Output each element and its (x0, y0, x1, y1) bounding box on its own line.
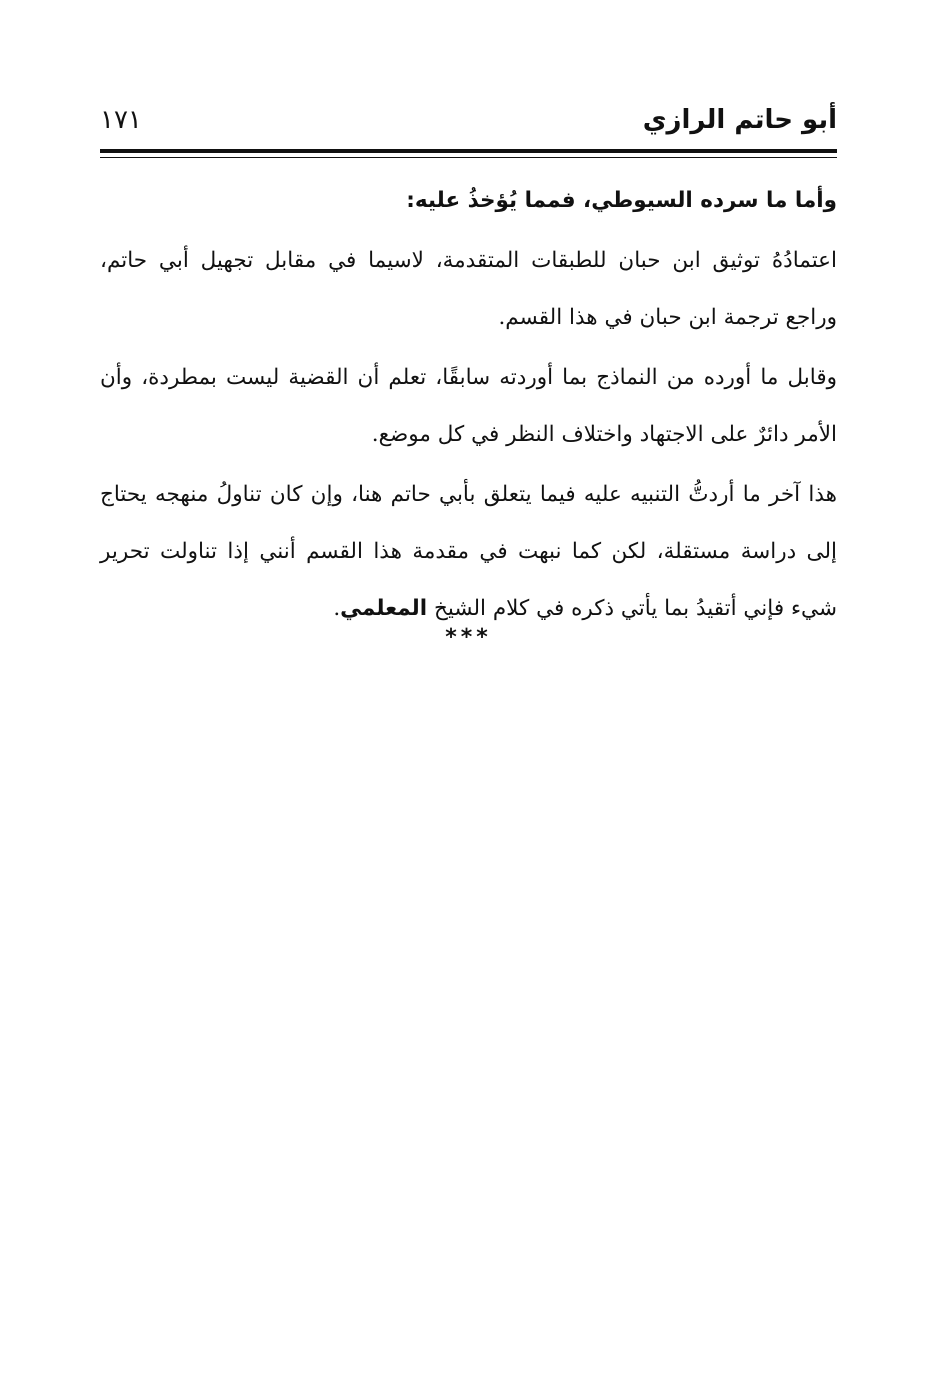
paragraph-2: وقابل ما أورده من النماذج بما أوردته سابقًا، تعلم أن القضية ليست بمطردة، وأن الأمر دائرٌ على الاجتهاد واختلاف النظر في كل موضع. (100, 365, 837, 447)
paragraph-3-end: . (333, 596, 341, 621)
lead-paragraph: وأما ما سرده السيوطي، فمما يُؤخذُ عليه: (406, 188, 837, 213)
paragraph-3-text: هذا آخر ما أردتُّ التنبيه عليه فيما يتعلق بأبي حاتم هنا، وإن كان تناولُ منهجه يحتاج إلى دراسة مستقلة، لكن كما نبهت في مقدمة هذا القسم أنني إذا تناولت تحرير شيء فإني أتقيدُ بما يأتي ذكره في كلام الشيخ (100, 482, 837, 621)
section-separator: *** (445, 625, 492, 650)
paragraph-3-emphasis: المعلمي (340, 596, 428, 621)
header-rule-thin (100, 157, 837, 158)
page-number: ١٧١ (100, 105, 142, 135)
header-rule-thick (100, 149, 837, 153)
header-title: أبو حاتم الرازي (642, 105, 837, 135)
body-text (100, 172, 837, 640)
paragraph-3 (100, 466, 837, 637)
paragraph-1: اعتمادُهُ توثيق ابن حبان للطبقات المتقدمة، لاسيما في مقابل تجهيل أبي حاتم، وراجع ترجمة ابن حبان في هذا القسم. (100, 248, 837, 330)
running-header (100, 98, 837, 146)
